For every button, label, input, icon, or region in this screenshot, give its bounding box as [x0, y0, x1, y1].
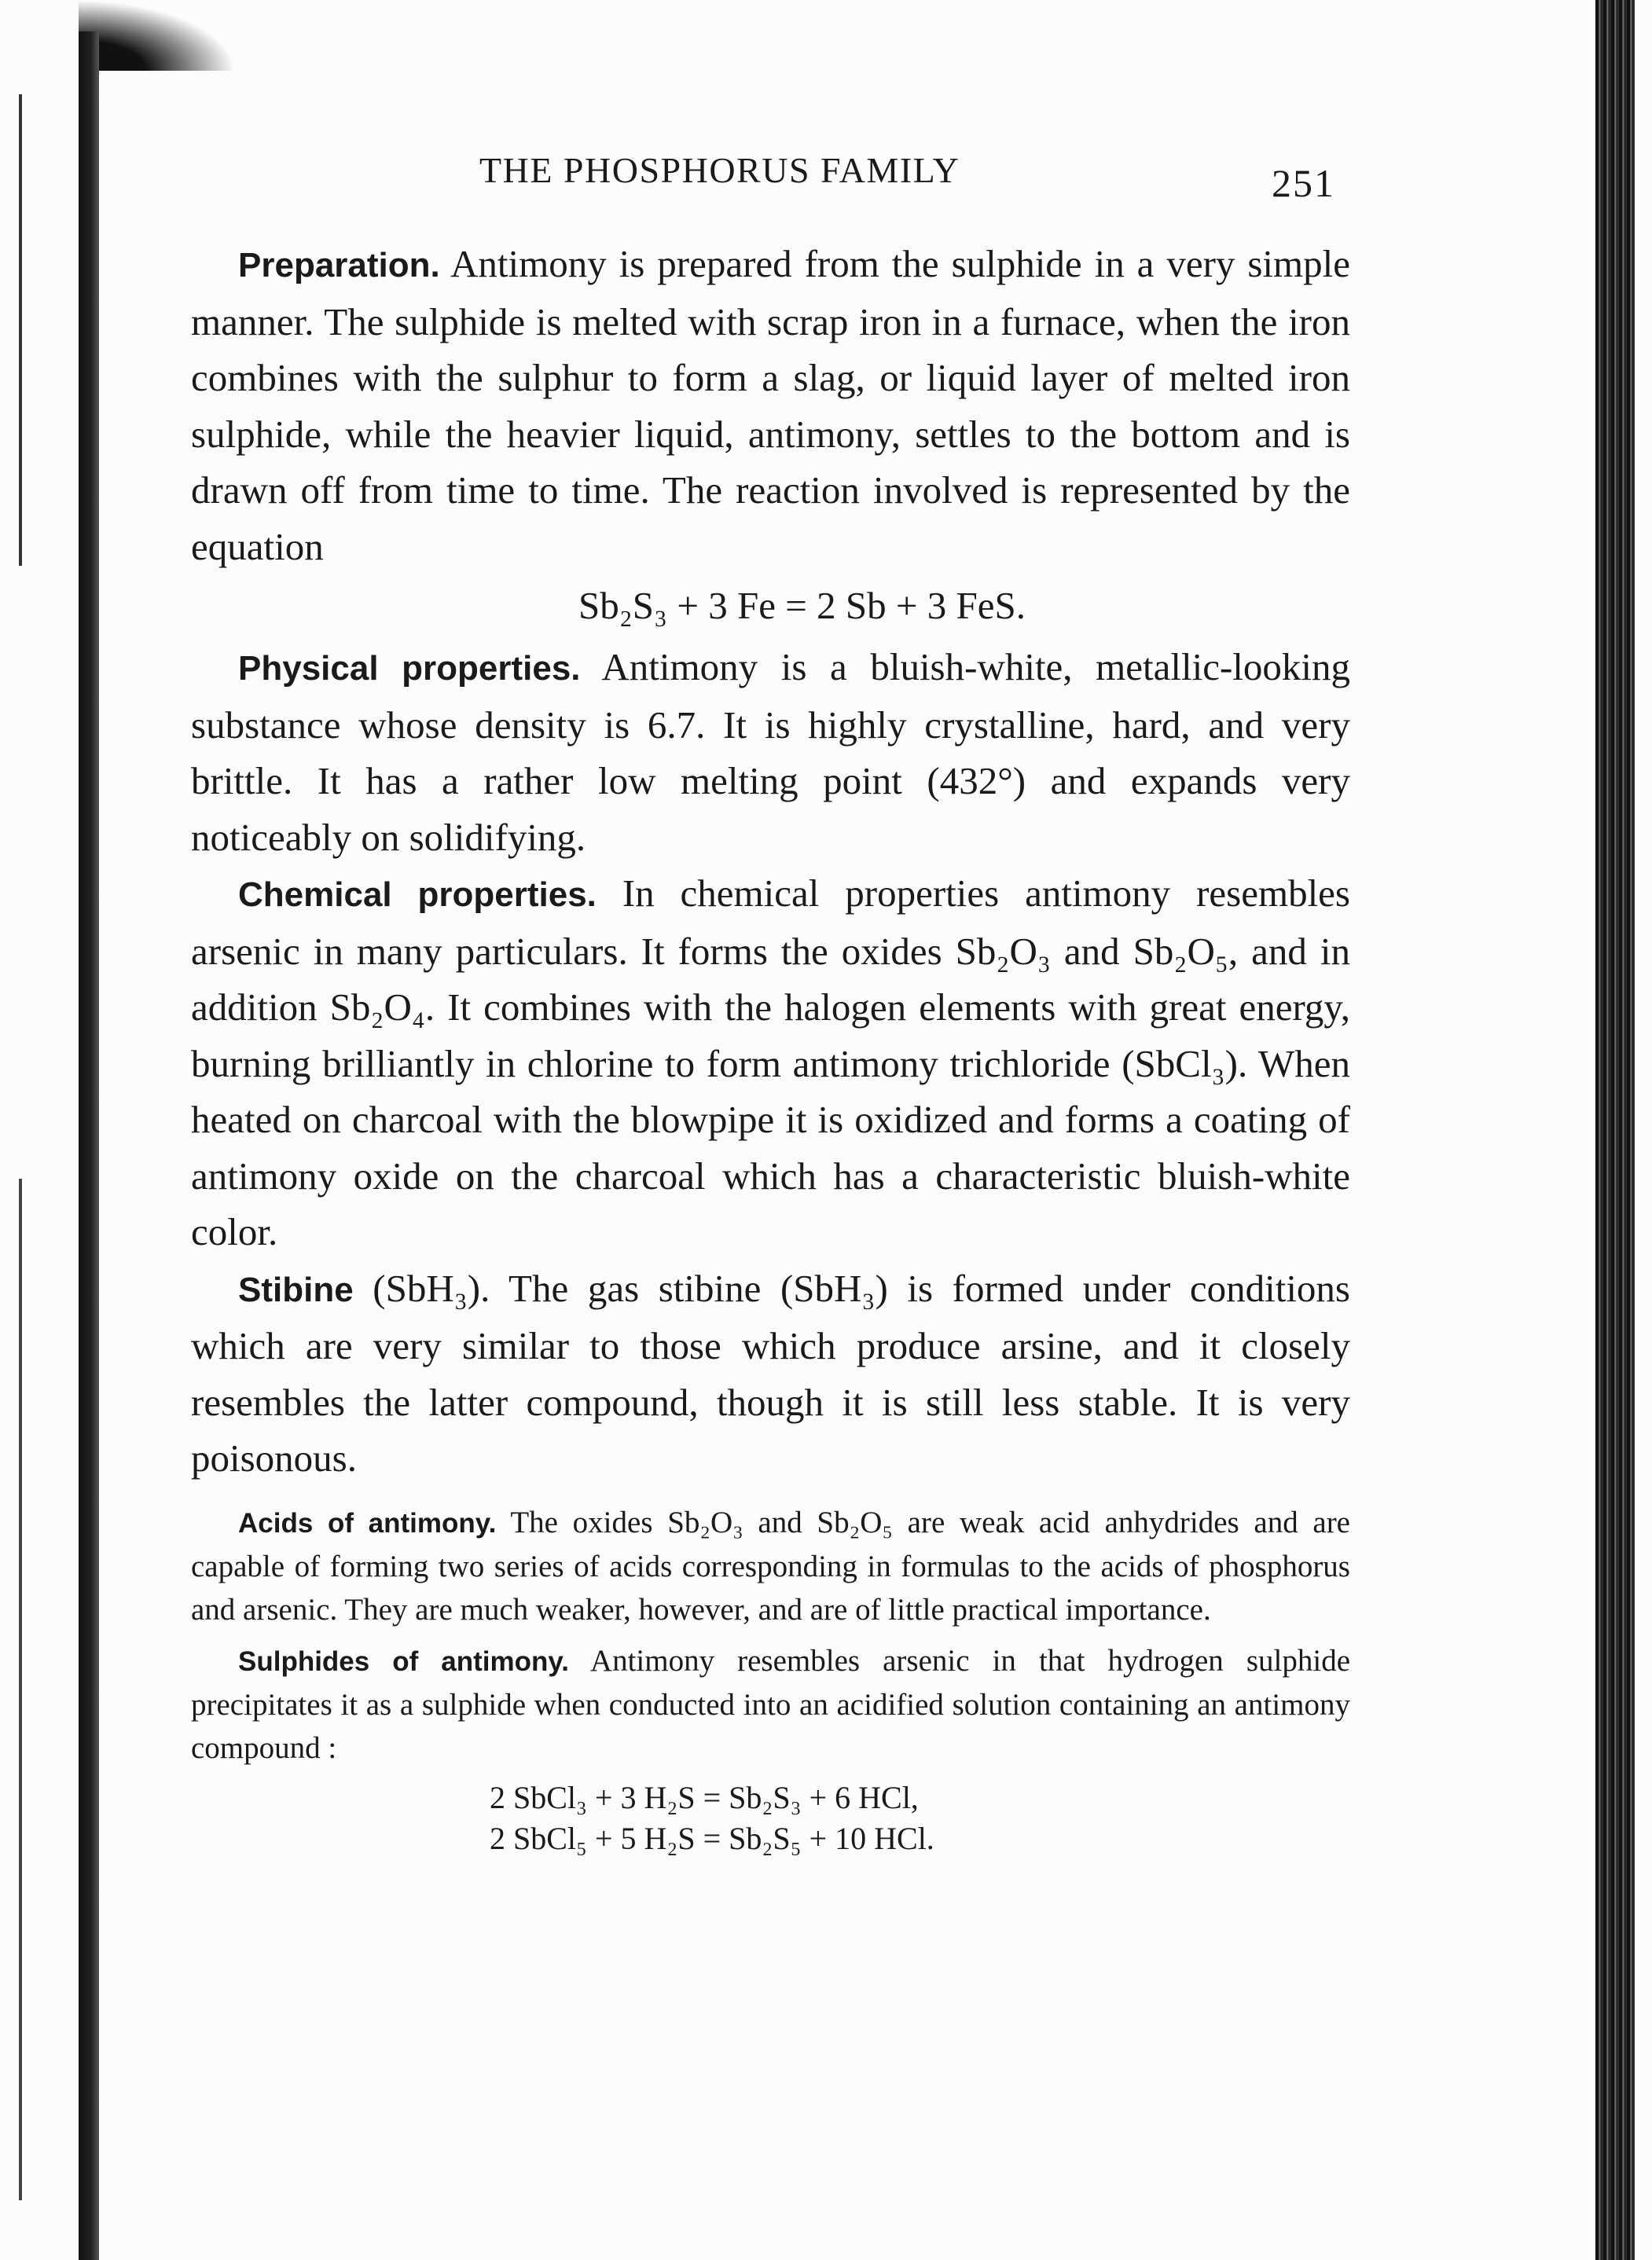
paragraph-chemical-properties: [191, 865, 1350, 1260]
paragraph-stibine: [191, 1260, 1350, 1487]
paragraph-text: Antimony is a bluish-white, metallic-looking substance whose density is 6.7. It is highly crystalline, hard, and very brittle. It has a rather low melting point (432°) and expands very noticeably on solidifying.: [191, 645, 1351, 859]
paragraph-text: In chemical properties antimony resembles arsenic in many particulars. It forms the oxides Sb₂O₃ and Sb₂O₅, and in addition Sb₂O₄. It combines with the halogen elements with great energy, burning brilliantly in chlorine to form antimony trichloride (SbCl₃). When heated on charcoal with the blowpipe it is oxidized and forms a coating of antimony oxide on the charcoal which has a characteristic bluish-white color.: [191, 871, 1350, 1253]
paragraph-heading: Preparation.: [238, 246, 440, 284]
paragraph-text: (SbH₃). The gas stibine (SbH₃) is formed under conditions which are very similar to those which produce arsine, and it closely resembles the latter compound, though it is still less stable. It is very poisonous.: [191, 1266, 1350, 1480]
scan-binding-edge: [79, 31, 99, 2260]
paragraph-preparation: [191, 236, 1350, 574]
equation: 2 SbCl₃ + 3 H₂S = Sb₂S₃ + 6 HCl,: [490, 1779, 919, 1815]
paragraph-text: Antimony resembles arsenic in that hydrogen sulphide precipitates it as a sulphide when conducted into an acidified solution containing an antimony compound :: [191, 1643, 1350, 1765]
paragraph-heading: Sulphides of antimony.: [238, 1645, 570, 1677]
scan-edge-line: [19, 1179, 22, 2200]
paragraph-heading: Chemical properties.: [238, 875, 597, 914]
spacer: [191, 1770, 1350, 1778]
equation: Sb₂S₃ + 3 Fe = 2 Sb + 3 FeS.: [578, 584, 1026, 627]
spacer: [191, 1631, 1350, 1639]
paragraph-text: The oxides Sb₂O₃ and Sb₂O₅ are weak acid anhydrides and are capable of forming two series of acids corresponding in formulas to the acids of phosphorus and arsenic. They are much weaker, however, and are of little practical importance.: [191, 1505, 1350, 1627]
scan-page-edge: [1595, 0, 1635, 2260]
paragraph-text: Antimony is prepared from the sulphide in a very simple manner. The sulphide is melted with scrap iron in a furnace, when the iron combines with the sulphur to form a slag, or liquid layer of melted iron sulphide, while the heavier liquid, antimony, settles to the bottom and is drawn off from time to time. The reaction involved is represented by the equation: [191, 242, 1350, 568]
page-header: [189, 149, 1352, 204]
paragraph-acids: [191, 1501, 1350, 1631]
scan-shadow: [79, 0, 236, 71]
paragraph-physical-properties: [191, 639, 1350, 865]
spacer: [191, 1487, 1350, 1501]
paragraph-heading: Stibine: [238, 1270, 354, 1309]
page-body: [191, 236, 1350, 1859]
paragraph-sulphides: [191, 1639, 1350, 1770]
scan-edge-line: [19, 94, 22, 566]
paragraph-heading: Physical properties.: [238, 649, 581, 688]
equation: 2 SbCl₅ + 5 H₂S = Sb₂S₅ + 10 HCl.: [490, 1820, 934, 1856]
page-number: 251: [1272, 161, 1335, 205]
running-head: THE PHOSPHORUS FAMILY: [479, 150, 960, 190]
paragraph-heading: Acids of antimony.: [238, 1507, 497, 1539]
